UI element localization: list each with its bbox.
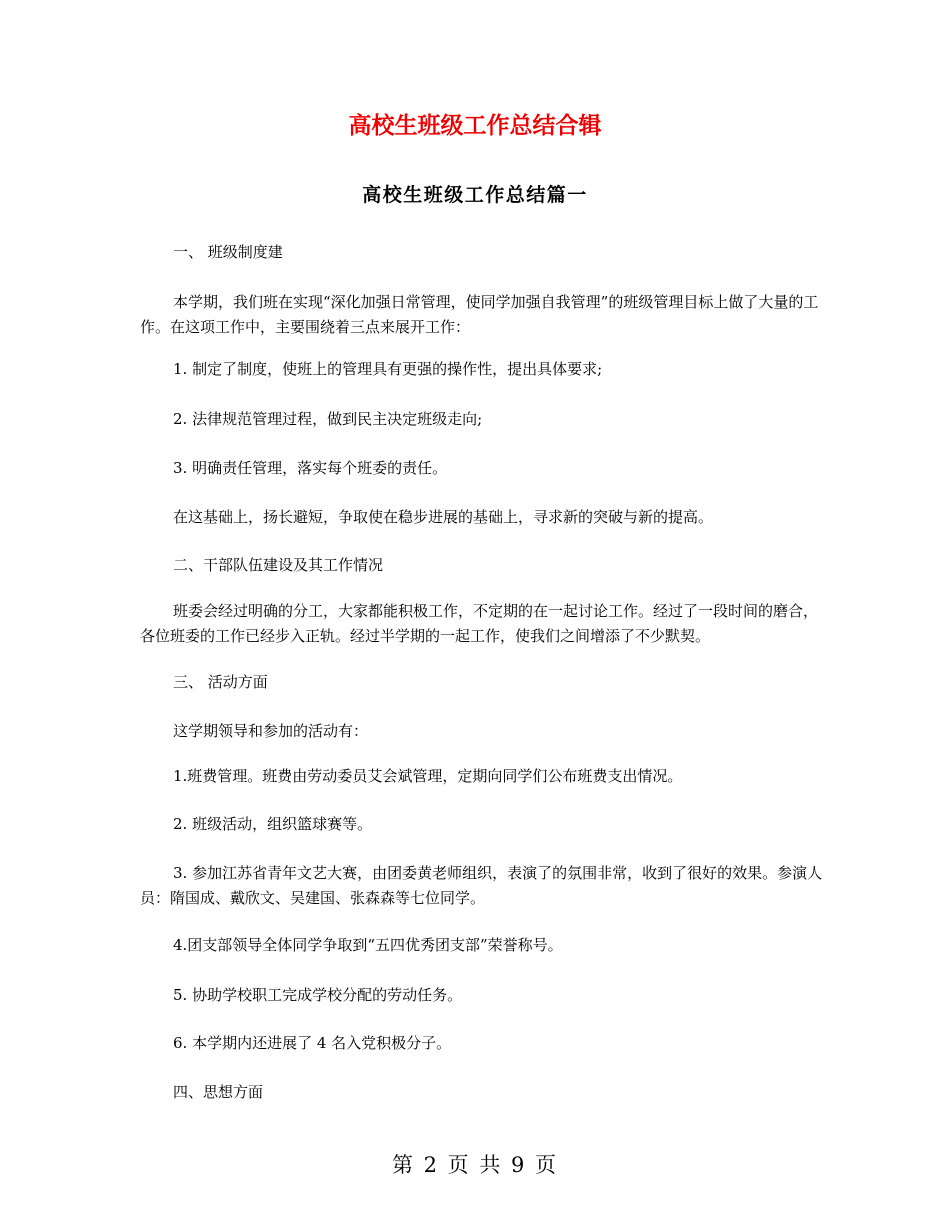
list-item: 2. 班级活动，组织篮球赛等。 xyxy=(173,815,373,833)
list-item: 3. 参加江苏省青年文艺大赛，由团委黄老师组织，表演了的氛围非常，收到了很好的效果。参演人员：隋国成、戴欣文、吴建国、张森森等七位同学。 xyxy=(140,864,823,907)
section-title: 高校生班级工作总结篇一 xyxy=(362,184,588,206)
list-item: 2. 法律规范管理过程，做到民主决定班级走向; xyxy=(173,410,483,428)
paragraph: 这学期领导和参加的活动有： xyxy=(173,722,369,740)
list-item: 5. 协助学校职工完成学校分配的劳动任务。 xyxy=(173,986,463,1004)
paragraph: 班委会经过明确的分工，大家都能积极工作，不定期的在一起讨论工作。经过了一段时间的磨合，各位班委的工作已经步入正轨。经过半学期的一起工作，使我们之间增添了不少默契。 xyxy=(140,602,819,645)
list-item: 1.班费管理。班费由劳动委员艾会斌管理，定期向同学们公布班费支出情况。 xyxy=(173,767,683,785)
section-heading-2: 二、干部队伍建设及其工作情况 xyxy=(173,556,384,574)
page-number: 第 2 页 共 9 页 xyxy=(391,1153,559,1177)
section-heading-1: 一、 班级制度建 xyxy=(173,243,283,261)
document-title: 高校生班级工作总结合辑 xyxy=(348,112,602,139)
list-item: 1. 制定了制度，使班上的管理具有更强的操作性，提出具体要求; xyxy=(173,360,603,378)
section-heading-4: 四、思想方面 xyxy=(173,1083,264,1101)
paragraph: 在这基础上，扬长避短，争取使在稳步进展的基础上，寻求新的突破与新的提高。 xyxy=(173,508,714,526)
paragraph: 本学期，我们班在实现“深化加强日常管理，使同学加强自我管理”的班级管理目标上做了大量的工作。在这项工作中，主要围绕着三点来展开工作： xyxy=(140,293,819,336)
section-heading-3: 三、 活动方面 xyxy=(173,673,268,691)
list-item: 4.团支部领导全体同学争取到“五四优秀团支部”荣誉称号。 xyxy=(173,936,563,954)
list-item: 3. 明确责任管理，落实每个班委的责任。 xyxy=(173,459,448,477)
list-item: 6. 本学期内还进展了 4 名入党积极分子。 xyxy=(173,1034,452,1052)
